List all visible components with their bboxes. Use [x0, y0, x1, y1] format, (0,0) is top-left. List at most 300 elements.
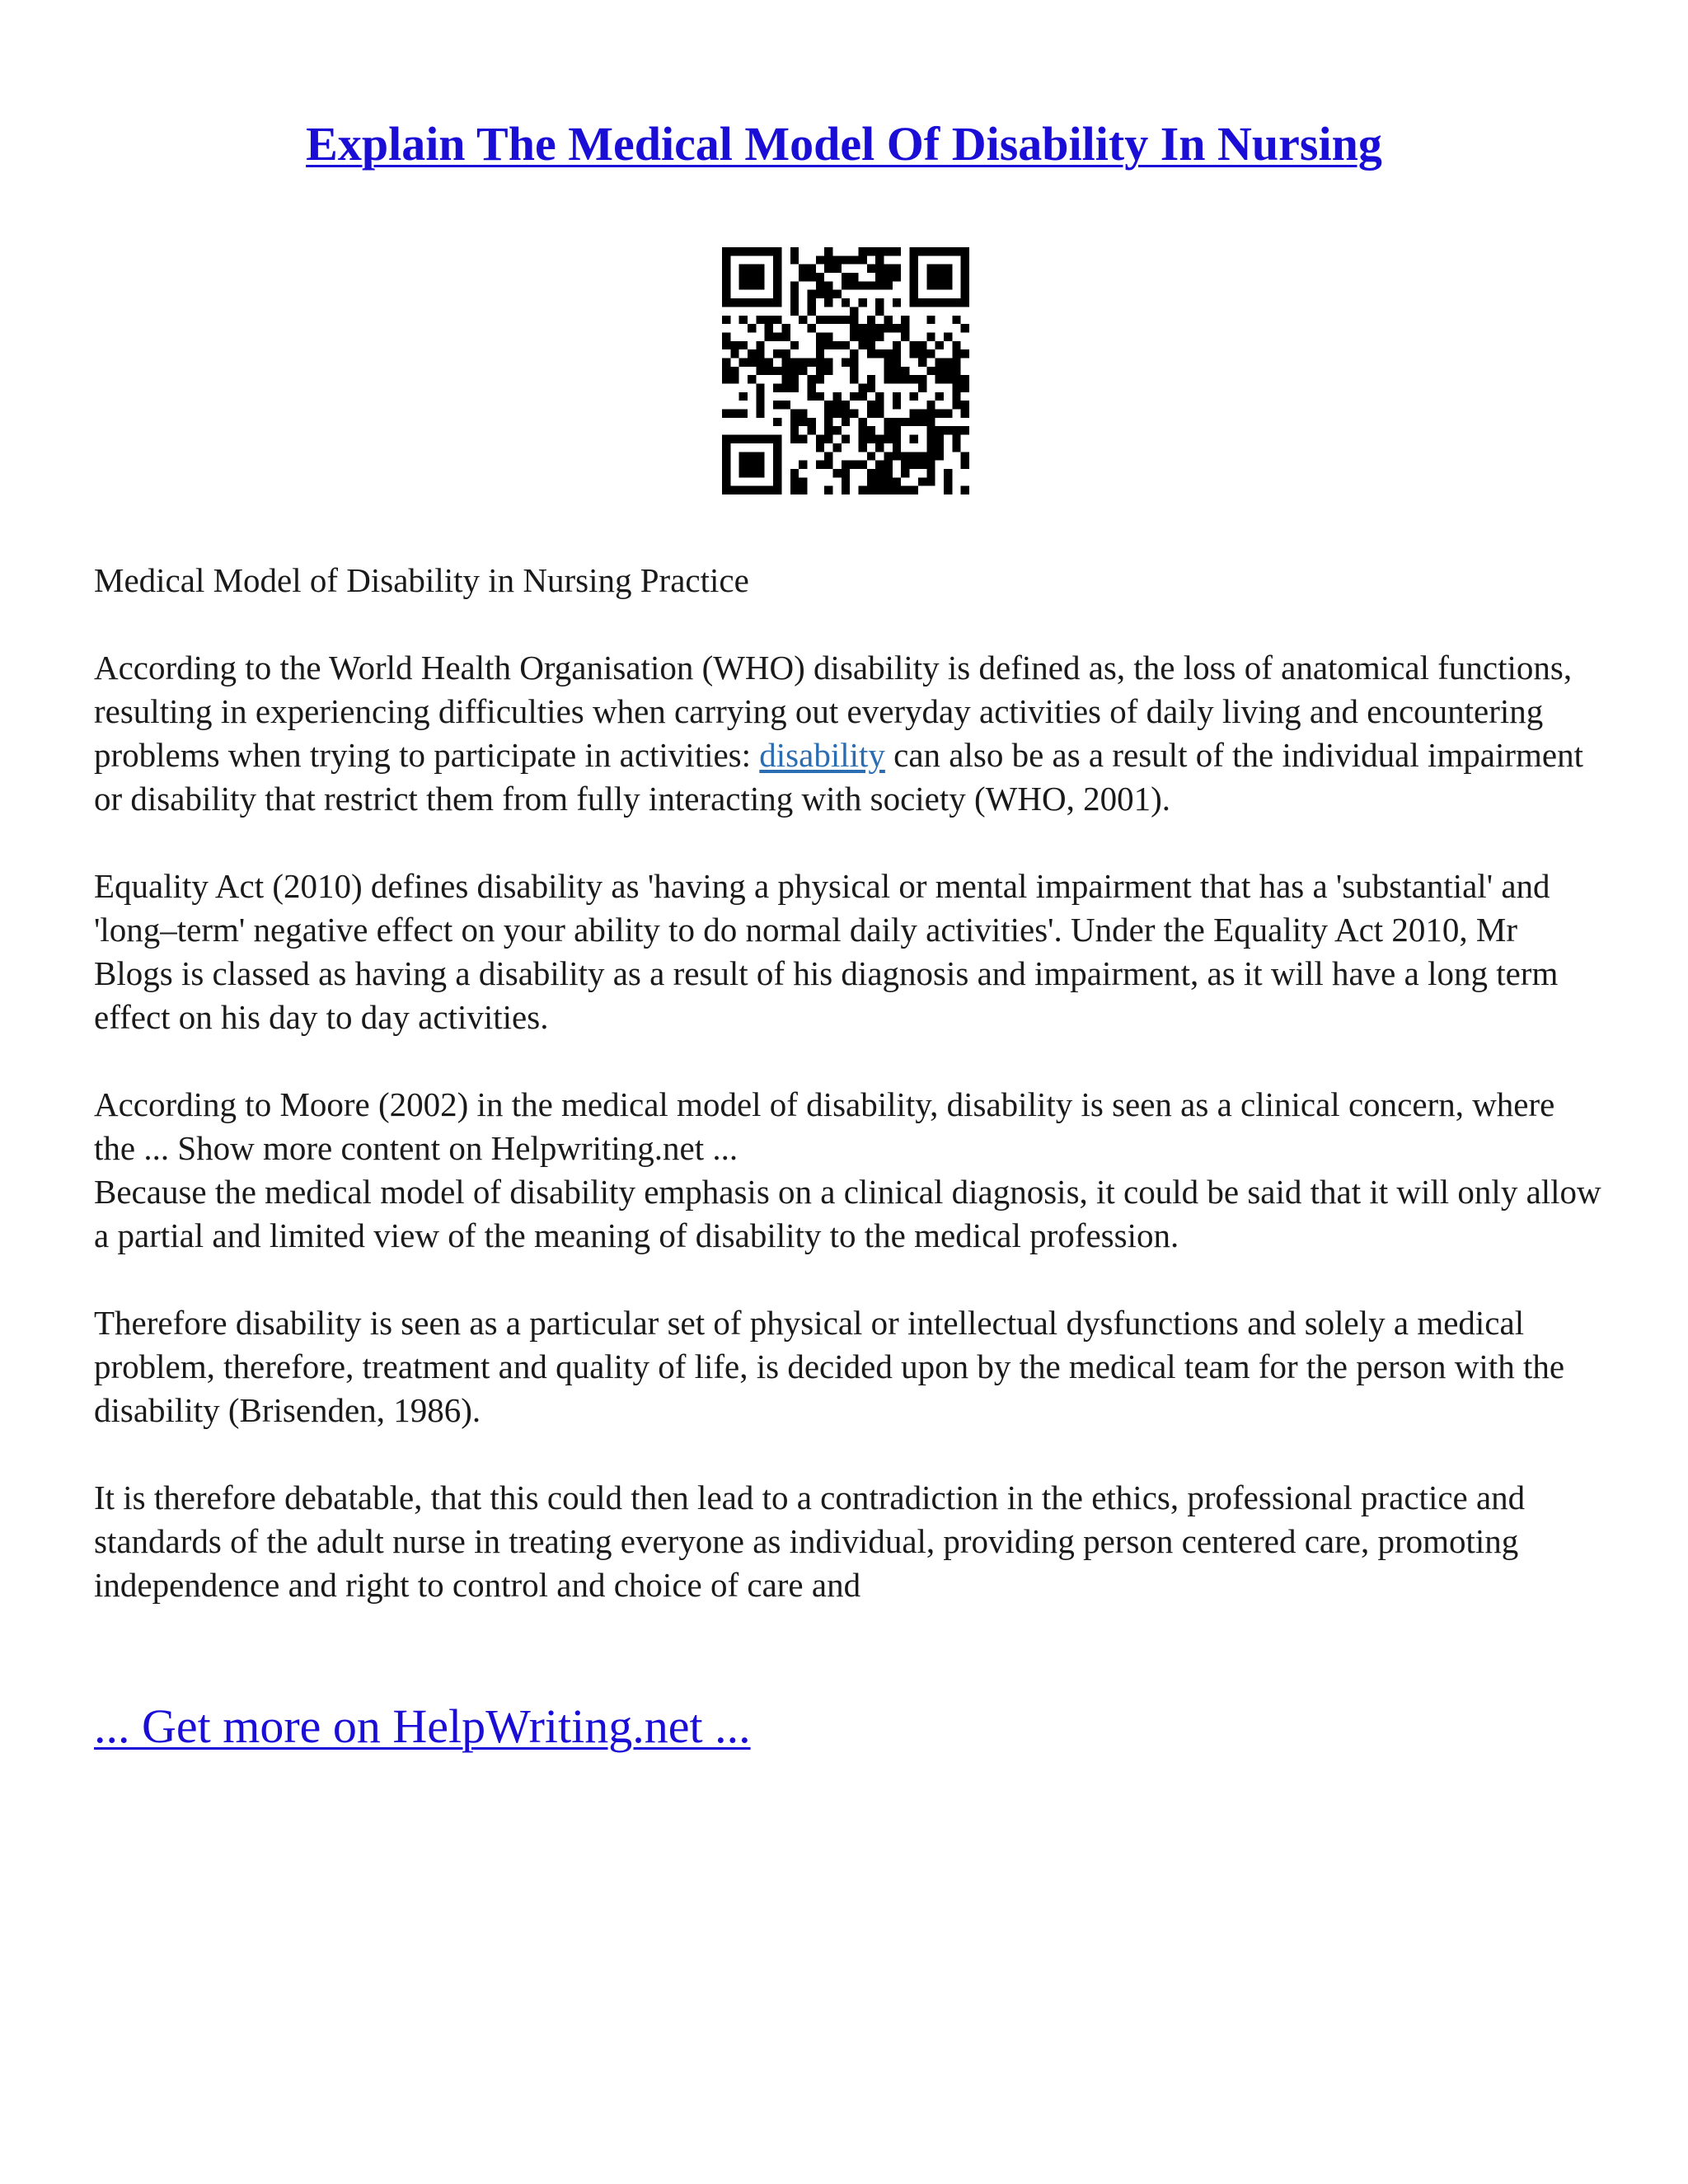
qr-module — [824, 316, 832, 324]
qr-module — [961, 265, 969, 273]
qr-module — [824, 281, 832, 289]
qr-module — [884, 435, 893, 443]
disability-link[interactable]: disability — [759, 736, 885, 774]
qr-module — [739, 341, 748, 349]
qr-module — [952, 375, 960, 383]
qr-module — [807, 273, 815, 281]
qr-module — [935, 452, 944, 460]
qr-module — [867, 324, 875, 332]
qr-module — [832, 265, 841, 273]
qr-module — [722, 367, 730, 375]
qr-module — [910, 290, 918, 298]
qr-module — [875, 298, 884, 307]
qr-module — [824, 247, 832, 255]
qr-module — [773, 452, 781, 460]
qr-code-graphic — [722, 247, 969, 494]
paragraph-clinical-diagnosis: Because the medical model of disability emphasis on a clinical diagnosis, it could be said that it will only allow a partial and limited view of the meaning of disability to the medical profession. — [94, 1173, 1601, 1254]
qr-module — [910, 461, 918, 469]
qr-module — [875, 477, 884, 485]
qr-module — [944, 486, 952, 494]
qr-module — [918, 358, 926, 366]
qr-module — [944, 477, 952, 485]
qr-module — [875, 281, 884, 289]
qr-module — [807, 307, 815, 315]
qr-module — [790, 384, 799, 392]
qr-module — [730, 367, 738, 375]
qr-module — [842, 486, 850, 494]
qr-module — [730, 375, 738, 383]
qr-module — [722, 247, 730, 255]
qr-module — [935, 443, 944, 452]
qr-module — [790, 341, 799, 349]
qr-module — [850, 358, 858, 366]
qr-module — [926, 435, 935, 443]
qr-module — [739, 298, 748, 307]
qr-module — [918, 247, 926, 255]
qr-module — [850, 307, 858, 315]
qr-module — [842, 298, 850, 307]
qr-module — [730, 298, 738, 307]
qr-module — [910, 349, 918, 358]
qr-module — [867, 341, 875, 349]
qr-module — [773, 332, 781, 340]
qr-module — [926, 418, 935, 426]
qr-module — [961, 410, 969, 418]
qr-module — [756, 265, 764, 273]
qr-module — [850, 255, 858, 264]
qr-module — [816, 435, 824, 443]
qr-module — [893, 358, 901, 366]
qr-module — [790, 290, 799, 298]
qr-module — [935, 341, 944, 349]
qr-module — [952, 358, 960, 366]
qr-module — [730, 349, 738, 358]
qr-module — [901, 418, 909, 426]
qr-module — [926, 298, 935, 307]
qr-module — [790, 486, 799, 494]
qr-module — [722, 332, 730, 340]
qr-module — [722, 281, 730, 289]
qr-module — [893, 341, 901, 349]
qr-module — [867, 435, 875, 443]
qr-module — [790, 358, 799, 366]
qr-module — [790, 281, 799, 289]
qr-module — [893, 273, 901, 281]
qr-module — [884, 265, 893, 273]
qr-module — [824, 435, 832, 443]
qr-module — [722, 477, 730, 485]
qr-module — [842, 273, 850, 281]
qr-module — [952, 367, 960, 375]
qr-module — [935, 265, 944, 273]
qr-module — [790, 418, 799, 426]
qr-module — [824, 486, 832, 494]
qr-module — [875, 273, 884, 281]
qr-module — [842, 281, 850, 289]
qr-module — [816, 273, 824, 281]
qr-module — [875, 307, 884, 315]
qr-module — [952, 426, 960, 434]
qr-module — [842, 477, 850, 485]
qr-module — [773, 255, 781, 264]
qr-module — [832, 469, 841, 477]
qr-module — [944, 273, 952, 281]
qr-module — [952, 298, 960, 307]
qr-module — [722, 461, 730, 469]
qr-module — [756, 392, 764, 401]
qr-module — [756, 316, 764, 324]
qr-module — [765, 367, 773, 375]
qr-module — [824, 418, 832, 426]
qr-module — [859, 341, 867, 349]
qr-module — [893, 452, 901, 460]
qr-module — [807, 384, 815, 392]
qr-module — [961, 461, 969, 469]
qr-module — [832, 401, 841, 409]
qr-module — [875, 469, 884, 477]
qr-module — [926, 281, 935, 289]
qr-module — [875, 247, 884, 255]
qr-module — [773, 418, 781, 426]
qr-module — [875, 349, 884, 358]
qr-module — [893, 486, 901, 494]
qr-module — [807, 298, 815, 307]
qr-module — [918, 341, 926, 349]
qr-module — [842, 401, 850, 409]
qr-module — [884, 452, 893, 460]
qr-module — [961, 452, 969, 460]
title-link[interactable]: Explain The Medical Model Of Disability In Nursing — [306, 117, 1382, 171]
qr-module — [773, 265, 781, 273]
qr-module — [935, 273, 944, 281]
qr-module — [790, 255, 799, 264]
qr-module — [893, 435, 901, 443]
qr-module — [781, 332, 790, 340]
qr-module — [893, 324, 901, 332]
qr-module — [910, 298, 918, 307]
qr-module — [799, 418, 807, 426]
qr-module — [875, 265, 884, 273]
qr-module — [824, 461, 832, 469]
qr-module — [935, 358, 944, 366]
qr-module — [926, 332, 935, 340]
qr-module — [901, 452, 909, 460]
qr-module — [722, 375, 730, 383]
qr-module — [884, 358, 893, 366]
qr-module — [893, 426, 901, 434]
qr-module — [935, 392, 944, 401]
qr-module — [935, 367, 944, 375]
qr-module — [944, 265, 952, 273]
qr-module — [867, 349, 875, 358]
qr-module — [816, 255, 824, 264]
qr-module — [893, 443, 901, 452]
qr-module — [910, 265, 918, 273]
qr-module — [756, 349, 764, 358]
qr-module — [756, 273, 764, 281]
qr-module — [944, 469, 952, 477]
qr-module — [722, 298, 730, 307]
qr-module — [910, 486, 918, 494]
qr-module — [875, 401, 884, 409]
qr-module — [739, 273, 748, 281]
qr-module — [816, 341, 824, 349]
qr-module — [952, 392, 960, 401]
qr-module — [926, 452, 935, 460]
qr-module — [756, 461, 764, 469]
qr-module — [944, 332, 952, 340]
qr-module — [867, 316, 875, 324]
qr-module — [926, 316, 935, 324]
qr-module — [867, 265, 875, 273]
qr-module — [961, 349, 969, 358]
qr-module — [875, 324, 884, 332]
qr-module — [773, 435, 781, 443]
qr-module — [918, 410, 926, 418]
qr-module — [739, 410, 748, 418]
qr-module — [773, 384, 781, 392]
qr-module — [884, 477, 893, 485]
qr-module — [722, 265, 730, 273]
qr-module — [910, 341, 918, 349]
qr-module — [832, 392, 841, 401]
qr-module — [824, 332, 832, 340]
qr-module — [773, 349, 781, 358]
qr-module — [926, 273, 935, 281]
qr-module — [739, 486, 748, 494]
qr-module — [832, 443, 841, 452]
qr-module — [944, 375, 952, 383]
qr-module — [739, 452, 748, 460]
qr-module — [799, 316, 807, 324]
qr-module — [748, 375, 756, 383]
qr-module — [790, 298, 799, 307]
qr-module — [884, 324, 893, 332]
qr-module — [859, 461, 867, 469]
qr-module — [799, 410, 807, 418]
qr-module — [884, 486, 893, 494]
paragraph-text: According to the World Health Organisation (WHO) disability is defined as, the loss of anatomical functions, resulting in experiencing difficulties when carrying out everyday activities of daily living and encountering problems when trying to participate in activities: — [94, 649, 1573, 774]
qr-module — [850, 273, 858, 281]
qr-module — [765, 486, 773, 494]
qr-module — [739, 265, 748, 273]
qr-module — [884, 461, 893, 469]
qr-module — [730, 486, 738, 494]
qr-module — [832, 255, 841, 264]
qr-module — [910, 375, 918, 383]
qr-module — [926, 367, 935, 375]
qr-module — [842, 435, 850, 443]
qr-code-icon — [722, 247, 969, 494]
qr-module — [893, 265, 901, 273]
qr-module — [756, 486, 764, 494]
qr-module — [850, 392, 858, 401]
qr-module — [790, 375, 799, 383]
qr-module — [884, 367, 893, 375]
qr-module — [952, 384, 960, 392]
qr-module — [867, 452, 875, 460]
qr-module — [859, 426, 867, 434]
qr-module — [859, 324, 867, 332]
qr-module — [748, 281, 756, 289]
qr-module — [935, 281, 944, 289]
qr-module — [799, 435, 807, 443]
qr-module — [935, 426, 944, 434]
qr-module — [781, 349, 790, 358]
qr-module — [867, 247, 875, 255]
qr-module — [918, 452, 926, 460]
qr-module — [910, 255, 918, 264]
qr-module — [756, 298, 764, 307]
qr-module — [722, 273, 730, 281]
qr-module — [842, 418, 850, 426]
qr-module — [850, 281, 858, 289]
qr-module — [842, 461, 850, 469]
qr-module — [961, 247, 969, 255]
qr-module — [722, 290, 730, 298]
qr-module — [765, 435, 773, 443]
qr-module — [859, 435, 867, 443]
qr-module — [765, 332, 773, 340]
qr-module — [773, 247, 781, 255]
qr-module — [756, 452, 764, 460]
qr-module — [765, 298, 773, 307]
qr-module — [739, 247, 748, 255]
qr-module — [926, 265, 935, 273]
qr-module — [730, 341, 738, 349]
qr-module — [748, 298, 756, 307]
qr-module — [748, 247, 756, 255]
qr-module — [824, 298, 832, 307]
qr-module — [799, 461, 807, 469]
qr-module — [824, 265, 832, 273]
qr-module — [901, 469, 909, 477]
qr-module — [722, 469, 730, 477]
qr-module — [773, 273, 781, 281]
qr-module — [867, 410, 875, 418]
qr-module — [790, 435, 799, 443]
qr-module — [799, 358, 807, 366]
qr-module — [824, 255, 832, 264]
article-body — [94, 559, 1602, 1651]
qr-module — [901, 332, 909, 340]
qr-module — [935, 298, 944, 307]
qr-module — [918, 418, 926, 426]
qr-module — [842, 316, 850, 324]
qr-module — [961, 290, 969, 298]
qr-module — [748, 324, 756, 332]
qr-module — [756, 341, 764, 349]
qr-module — [875, 486, 884, 494]
get-more-link[interactable]: ... Get more on HelpWriting.net ... — [94, 1699, 751, 1753]
qr-module — [859, 384, 867, 392]
qr-module — [722, 486, 730, 494]
qr-module — [739, 435, 748, 443]
qr-module — [867, 375, 875, 383]
qr-module — [859, 247, 867, 255]
qr-module — [842, 255, 850, 264]
qr-module — [790, 367, 799, 375]
qr-module — [926, 426, 935, 434]
qr-module — [799, 273, 807, 281]
qr-module — [884, 316, 893, 324]
qr-module — [790, 307, 799, 315]
qr-module — [832, 426, 841, 434]
qr-module — [756, 469, 764, 477]
qr-module — [773, 281, 781, 289]
qr-module — [910, 273, 918, 281]
qr-module — [722, 452, 730, 460]
qr-module — [859, 281, 867, 289]
qr-module — [875, 332, 884, 340]
qr-module — [935, 410, 944, 418]
qr-module — [756, 410, 764, 418]
qr-module — [893, 349, 901, 358]
qr-module — [807, 324, 815, 332]
qr-module — [944, 298, 952, 307]
qr-module — [748, 461, 756, 469]
qr-module — [748, 273, 756, 281]
qr-module — [773, 461, 781, 469]
qr-module — [875, 443, 884, 452]
qr-module — [756, 384, 764, 392]
qr-module — [816, 281, 824, 289]
qr-module — [722, 316, 730, 324]
qr-module — [867, 281, 875, 289]
paragraph-who-definition — [94, 646, 1602, 821]
qr-module — [739, 281, 748, 289]
qr-module — [918, 384, 926, 392]
qr-module — [935, 247, 944, 255]
qr-module — [935, 435, 944, 443]
qr-module — [807, 375, 815, 383]
qr-module — [824, 426, 832, 434]
qr-module — [867, 426, 875, 434]
qr-module — [722, 341, 730, 349]
qr-module — [816, 290, 824, 298]
qr-module — [824, 341, 832, 349]
qr-module — [765, 358, 773, 366]
qr-module — [773, 477, 781, 485]
qr-module — [773, 367, 781, 375]
qr-module — [952, 349, 960, 358]
qr-module — [952, 247, 960, 255]
qr-module — [901, 486, 909, 494]
qr-module — [961, 486, 969, 494]
paragraph-text: can also be as a result of the individual impairment or disability that restrict them from fully interacting with society (WHO, 2001). — [94, 736, 1583, 818]
qr-module — [832, 341, 841, 349]
qr-module — [910, 410, 918, 418]
qr-module — [952, 341, 960, 349]
qr-module — [730, 247, 738, 255]
qr-module — [816, 349, 824, 358]
qr-module — [850, 324, 858, 332]
qr-module — [893, 418, 901, 426]
qr-module — [926, 349, 935, 358]
qr-module — [765, 324, 773, 332]
qr-module — [935, 375, 944, 383]
qr-module — [807, 426, 815, 434]
qr-module — [824, 290, 832, 298]
qr-module — [884, 418, 893, 426]
qr-module — [773, 290, 781, 298]
qr-module — [722, 443, 730, 452]
qr-module — [961, 273, 969, 281]
qr-module — [748, 435, 756, 443]
qr-module — [867, 477, 875, 485]
qr-module — [884, 281, 893, 289]
qr-module — [781, 358, 790, 366]
